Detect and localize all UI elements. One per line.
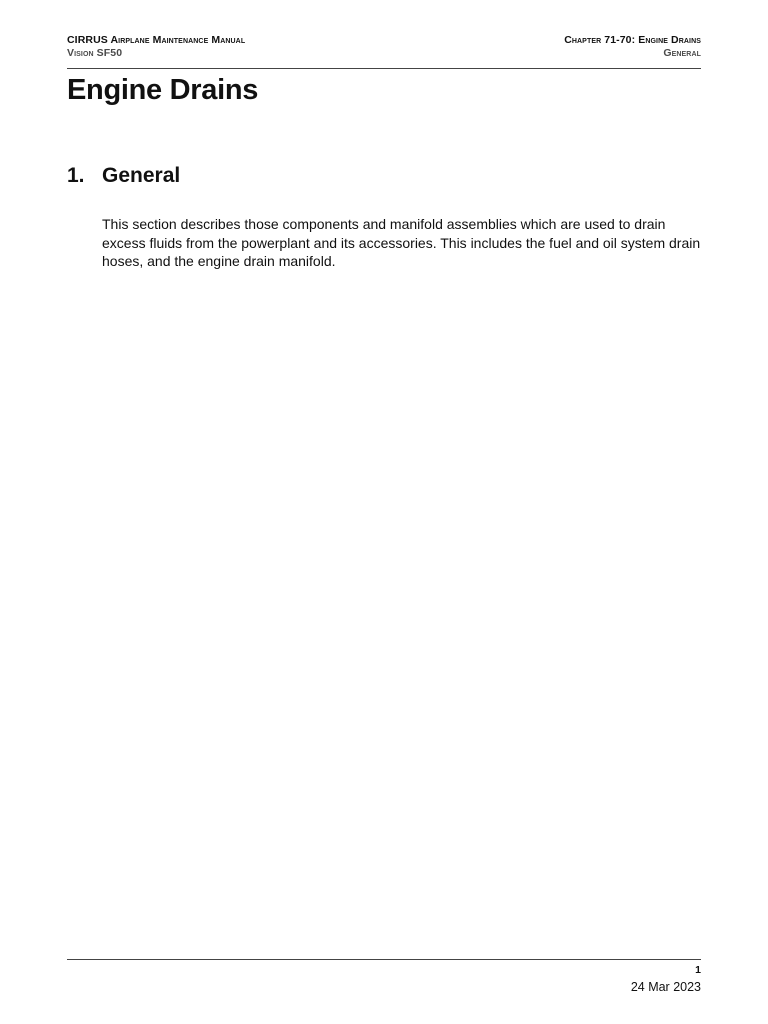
footer-divider — [67, 959, 701, 960]
page-title: Engine Drains — [67, 74, 259, 106]
header-manual-info — [67, 34, 245, 60]
chapter-section: General — [663, 47, 701, 59]
revision-date: 24 Mar 2023 — [630, 980, 701, 994]
section-title: General — [102, 164, 181, 187]
chapter-title: Chapter 71-70: Engine Drains — [564, 34, 701, 46]
section-number: 1. — [67, 164, 85, 187]
section-heading — [67, 162, 180, 190]
section-body-paragraph: This section describes those components and manifold assemblies which are used to drain excess fluids from the powerplant and its accessories. This includes the fuel and oil system drain hoses, and the engine drain manifold. — [102, 216, 701, 269]
page-header — [67, 34, 701, 69]
header-chapter-info — [564, 34, 701, 60]
manual-title: CIRRUS Airplane Maintenance Manual — [67, 34, 246, 46]
aircraft-model: Vision SF50 — [67, 47, 123, 59]
page-number: 1 — [695, 964, 701, 976]
